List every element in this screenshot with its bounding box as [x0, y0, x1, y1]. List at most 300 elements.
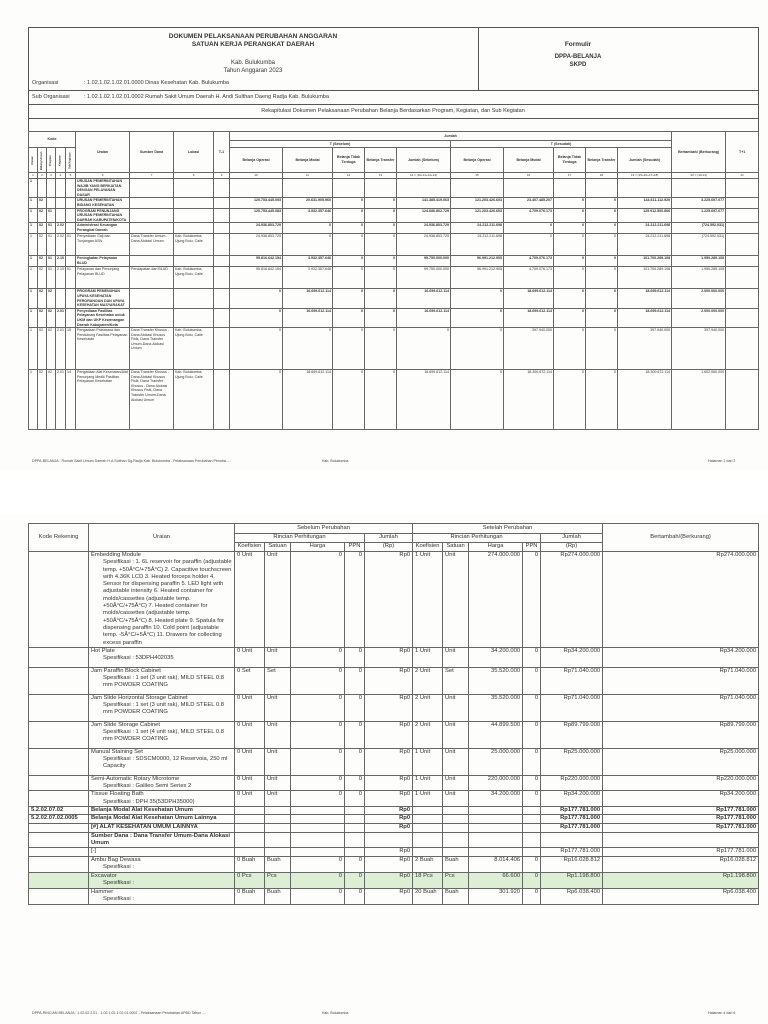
t2-header-rincian-2: Rincian Perhitungan: [413, 534, 541, 543]
t1-kode-cell: 2.01: [56, 370, 66, 430]
t1-header-sesudah: T (Sesudah): [451, 141, 672, 148]
t1-header-t-minus-1: T-1: [214, 132, 230, 173]
t1-value-cell: 0: [554, 223, 586, 234]
t1-value-cell: 0: [365, 208, 397, 223]
t2-s2-cell: Unit: [443, 791, 469, 807]
t1-value-cell: 0: [333, 234, 365, 256]
t2-k1-cell: [235, 823, 265, 832]
t1-kode-cell: 02: [38, 198, 47, 208]
t1-value-cell: 121.203.426.603: [451, 208, 504, 223]
t1-kode-cell: 02: [38, 328, 47, 370]
t1-value-cell: 16.699.612.114: [283, 289, 333, 308]
t1-kode-cell: 1: [29, 370, 38, 430]
t1-value-cell: 0: [333, 370, 365, 430]
t1-lokasi-cell: [174, 198, 214, 208]
t2-j2-cell: [541, 832, 603, 848]
t1-kode-cell: 2.01: [56, 328, 66, 370]
t1-value-cell: 0: [333, 256, 365, 267]
t2-k1-cell: 0 Unit: [235, 721, 265, 748]
t2-p2-cell: 0: [523, 748, 541, 775]
t1-value-cell: 95.816.642.154: [230, 267, 283, 289]
t1-kode-cell: [66, 179, 76, 198]
t2-row: [29, 694, 759, 721]
t2-h2-cell: 44.899.500: [469, 721, 523, 748]
t1-value-cell: 0: [333, 308, 365, 327]
t1-value-cell: 0: [586, 223, 618, 234]
t2-k1-cell: 0 Set: [235, 667, 265, 694]
t2-row: [29, 667, 759, 694]
t2-row: [29, 647, 759, 667]
t1-column-number: 21: [726, 173, 759, 179]
t1-column-number: 3: [47, 173, 56, 179]
t1-value-cell: 101.700.289.108: [618, 256, 672, 267]
formulir-code-2: SKPD: [569, 62, 587, 68]
t2-h1-cell: [291, 832, 345, 848]
t2-p1-cell: [345, 832, 365, 848]
t2-k2-cell: 1 Unit: [413, 647, 443, 667]
t1-value-cell: 0: [365, 256, 397, 267]
t2-header-bertambah: Bertambah/(Berkurang): [603, 524, 759, 552]
t2-kode-cell: [29, 832, 89, 848]
t2-j2-cell: Rp71.040.000: [541, 667, 603, 694]
t2-row: [29, 791, 759, 807]
t1-value-cell: 101.700.289.108: [618, 267, 672, 289]
t1-kode-cell: 01: [47, 267, 56, 289]
t1-value-cell: 0: [283, 223, 333, 234]
t1-value-cell: [504, 179, 554, 198]
page1-footer-left: DPPA-BELANJA : Rumah Sakit Umum Daerah H.A.Sulthan Dg.Radja Kab. Bulukumba - Pelaksanaan Perubahan Penuba.....: [32, 459, 231, 463]
t1-value-cell: [726, 179, 759, 198]
page1-footer-right: Halaman 1 dari 2: [708, 459, 736, 463]
t2-header-rp-2: (Rp): [541, 543, 603, 552]
t1-value-cell: 0: [586, 370, 618, 430]
t2-uraian-cell: [89, 694, 235, 721]
page2-footer-left: DPPA-RINCIAN BELANJA : 1.02.02.2.01 - 1.02.1.02.1.02.01.0002 - Pelaksanaan Perubahan APBD Tahun ....: [32, 1011, 207, 1015]
t1-kode-cell: 01: [47, 208, 56, 223]
t2-k2-cell: 1 Unit: [413, 748, 443, 775]
header-separator-1: [28, 90, 758, 91]
t1-kode-cell: 02: [38, 234, 47, 256]
t2-j1-cell: Rp0: [365, 647, 413, 667]
t1-value-cell: 24.212.211.698: [618, 223, 672, 234]
t2-k1-cell: 0 Unit: [235, 647, 265, 667]
t2-p2-cell: [523, 848, 541, 856]
t2-h2-cell: 301.920: [469, 888, 523, 904]
page2-footer-mid: Kab. Bulukumba: [322, 1011, 349, 1015]
t2-item-name: Excavator: [91, 872, 117, 879]
t2-s1-cell: Set: [265, 667, 291, 694]
t1-value-cell: 120.753.445.083: [230, 208, 283, 223]
t2-p2-cell: 0: [523, 888, 541, 904]
t1-row: [29, 308, 759, 327]
t2-p2-cell: 0: [523, 694, 541, 721]
t1-kode-cell: 1: [29, 256, 38, 267]
t2-k2-cell: [413, 848, 443, 856]
t1-header-sub: Belanja Modal: [504, 148, 554, 173]
t1-value-cell: 1.602.060.000: [672, 370, 726, 430]
t1-value-cell: 16.699.612.114: [283, 370, 333, 430]
t1-value-cell: (724.592.031): [672, 234, 726, 256]
t1-value-cell: 0: [365, 234, 397, 256]
t1-header-kode: Kode: [29, 132, 76, 148]
t2-h1-cell: 0: [291, 721, 345, 748]
t2-s1-cell: [265, 832, 291, 848]
t1-value-cell: 120.753.445.093: [230, 198, 283, 208]
t2-j2-cell: Rp34.200.000: [541, 647, 603, 667]
t2-h2-cell: 220.000.000: [469, 775, 523, 791]
t2-h1-cell: 0: [291, 748, 345, 775]
t2-item-name: Embedding Module: [91, 552, 141, 558]
t1-value-cell: 99.750.000.000: [397, 267, 451, 289]
t2-item-name: Tissue Floating Bath: [91, 791, 144, 798]
t2-row: [29, 552, 759, 648]
t1-value-cell: 0: [365, 370, 397, 430]
t2-item-name: Belanja Modal Alat Kesehatan Umum Lainnya: [91, 815, 217, 822]
t2-k1-cell: 0 Unit: [235, 775, 265, 791]
t2-d-cell: Rp34.200.000: [603, 791, 759, 807]
t1-value-cell: [726, 267, 759, 289]
t1-kode-cell: 15: [66, 328, 76, 370]
t1-kode-cell: 02: [38, 208, 47, 223]
t2-s2-cell: Unit: [443, 647, 469, 667]
t2-d-cell: [603, 832, 759, 848]
header-separator-2: [28, 104, 758, 105]
t2-h1-cell: [291, 823, 345, 832]
t1-t-minus-1-cell: [214, 179, 230, 198]
t1-value-cell: [333, 179, 365, 198]
t2-k2-cell: 2 Unit: [413, 694, 443, 721]
t1-kode-cell: [66, 198, 76, 208]
t2-row: [29, 807, 759, 815]
t1-value-cell: 0: [230, 308, 283, 327]
t1-value-cell: [397, 179, 451, 198]
t1-t-minus-1-cell: [214, 267, 230, 289]
t1-kode-cell: 02: [38, 256, 47, 267]
t1-value-cell: 0: [365, 289, 397, 308]
t1-value-cell: 0: [554, 234, 586, 256]
t1-kode-cell: [66, 256, 76, 267]
document-page-2: [0, 515, 768, 1024]
t1-kode-cell: 1: [29, 328, 38, 370]
t1-column-number: 14 = (10+11+12+13): [397, 173, 451, 179]
t2-kode-cell: [29, 694, 89, 721]
t1-kode-cell: 02: [47, 308, 56, 327]
t1-column-number: 4: [56, 173, 66, 179]
t2-j2-cell: Rp6.038.400: [541, 888, 603, 904]
t2-d-cell: Rp34.200.000: [603, 647, 759, 667]
t2-h1-cell: 0: [291, 694, 345, 721]
t1-kode-cell: 02: [38, 308, 47, 327]
t2-j1-cell: [365, 832, 413, 848]
t2-h2-cell: 25.000.000: [469, 748, 523, 775]
t2-k1-cell: 0 Unit: [235, 694, 265, 721]
t2-header-sebelum: Sebelum Perubahan: [235, 524, 413, 534]
t2-j1-cell: Rp0: [365, 815, 413, 823]
t1-row: [29, 267, 759, 289]
t2-k1-cell: [235, 807, 265, 815]
t1-value-cell: 0: [230, 289, 283, 308]
t1-value-cell: 124.686.802.729: [397, 208, 451, 223]
t2-s1-cell: Unit: [265, 552, 291, 648]
t2-header-rp-1: (Rp): [365, 543, 413, 552]
t1-uraian-cell: PROGRAM PENUNJANG URUSAN PEMERINTAHAN DAERAH KABUPATEN/KOTA: [76, 208, 130, 223]
t1-value-cell: 3.225.697.077: [672, 198, 726, 208]
t2-row: [29, 823, 759, 832]
t2-body: [29, 552, 759, 905]
t1-value-cell: 0: [451, 289, 504, 308]
t1-kode-cell: 1: [29, 223, 38, 234]
t1-value-cell: 18.699.612.114: [618, 289, 672, 308]
t1-value-cell: 0: [586, 234, 618, 256]
t2-p2-cell: [523, 823, 541, 832]
t1-lokasi-cell: [174, 179, 214, 198]
t2-s2-cell: [443, 848, 469, 856]
t1-kode-cell: 1: [29, 234, 38, 256]
t1-t-minus-1-cell: [214, 256, 230, 267]
t1-kode-cell: [66, 208, 76, 223]
t2-j1-cell: Rp0: [365, 552, 413, 648]
t2-header-rincian-1: Rincian Perhitungan: [235, 534, 365, 543]
t1-row: [29, 328, 759, 370]
t1-value-cell: 144.611.112.920: [618, 198, 672, 208]
t2-k2-cell: 2 Unit: [413, 667, 443, 694]
t1-value-cell: 0: [504, 223, 554, 234]
t2-item-name: Ambu Bag Dewasa: [91, 856, 141, 863]
t1-value-cell: 4.709.076.173: [504, 256, 554, 267]
t2-uraian-cell: [89, 888, 235, 904]
t2-p1-cell: 0: [345, 872, 365, 888]
t2-uraian-cell: [89, 552, 235, 648]
t1-kode-cell: [66, 289, 76, 308]
t2-uraian-cell: [89, 823, 235, 832]
t1-column-number: 9: [214, 173, 230, 179]
t1-value-cell: 0: [333, 198, 365, 208]
t1-column-number: 19 = (15+16+17+18): [618, 173, 672, 179]
t1-value-cell: 1.950.289.108: [672, 267, 726, 289]
t1-header-bertambah: Bertambah/ (Berkurang): [672, 132, 726, 173]
sub-organisasi-label: Sub Organisasi: [32, 94, 70, 100]
t2-j2-cell: Rp220.000.000: [541, 775, 603, 791]
t2-uraian-cell: [89, 872, 235, 888]
t2-j1-cell: Rp0: [365, 667, 413, 694]
t1-kode-cell: [47, 179, 56, 198]
t1-sumber-cell: [130, 208, 174, 223]
doc-title-1: DOKUMEN PELAKSANAAN PERUBAHAN ANGGARAN: [168, 33, 338, 40]
t2-row: [29, 748, 759, 775]
t2-k2-cell: 20 Buah: [413, 888, 443, 904]
t2-j1-cell: Rp0: [365, 856, 413, 872]
t2-kode-cell: [29, 823, 89, 832]
t1-value-cell: 397.940.000: [618, 328, 672, 370]
t1-value-cell: [283, 179, 333, 198]
t1-value-cell: 2.000.000.000: [672, 308, 726, 327]
t2-item-spec: Spesifikasi : 1 set (3 unit rak), MILD STEEL 0.8 mm POWDER COATING: [103, 675, 224, 689]
t2-k2-cell: 2 Buah: [413, 856, 443, 872]
t1-kode-cell: 02: [38, 289, 47, 308]
t2-k1-cell: 0 Unit: [235, 748, 265, 775]
t2-s2-cell: Unit: [443, 775, 469, 791]
t1-header-sub: Belanja Transfer: [586, 148, 618, 173]
page1-footer-mid: Kab. Bulukumba: [322, 459, 349, 463]
organisasi-label: Organisasi: [32, 80, 59, 86]
t2-p2-cell: [523, 832, 541, 848]
t2-h2-cell: 35.520.000: [469, 667, 523, 694]
t1-value-cell: 16.699.612.114: [397, 308, 451, 327]
t2-j2-cell: Rp34.200.000: [541, 791, 603, 807]
t2-item-name: Jam Paraffin Block Cabinet: [91, 667, 161, 674]
t1-kode-cell: 02: [38, 223, 47, 234]
t1-value-cell: 0: [365, 223, 397, 234]
t1-value-cell: 0: [554, 208, 586, 223]
t2-header-harga-2: Harga: [469, 543, 523, 552]
t1-value-cell: [586, 179, 618, 198]
t2-p1-cell: 0: [345, 791, 365, 807]
t1-value-cell: 18.300.672.114: [618, 370, 672, 430]
t1-column-number: 7: [130, 173, 174, 179]
t2-d-cell: Rp220.000.000: [603, 775, 759, 791]
t2-item-name: Manual Staining Set: [91, 748, 143, 755]
t1-uraian-cell: Pengadaan Alat Kesehatan/Alat Penunjang Medik Fasilitas Pelayanan Kesehatan: [76, 370, 130, 430]
t1-kode-cell: 2.10: [56, 256, 66, 267]
t2-row: [29, 856, 759, 872]
t1-value-cell: 20.631.905.960: [283, 198, 333, 208]
t2-k1-cell: [235, 832, 265, 848]
t2-p1-cell: [345, 823, 365, 832]
t2-d-cell: Rp274.000.000: [603, 552, 759, 648]
t1-value-cell: 96.991.212.905: [451, 267, 504, 289]
t1-kode-cell: 01: [47, 256, 56, 267]
t1-value-cell: 16.699.612.114: [283, 308, 333, 327]
t1-value-cell: [726, 208, 759, 223]
t2-item-spec: Spesifikasi :: [103, 895, 134, 902]
t1-sumber-cell: [130, 198, 174, 208]
t1-lokasi-cell: [174, 256, 214, 267]
t2-header-satuan-1: Satuan: [265, 543, 291, 552]
t1-value-cell: 125.912.500.806: [618, 208, 672, 223]
t1-value-cell: [554, 179, 586, 198]
t2-d-cell: Rp25.000.000: [603, 748, 759, 775]
t2-uraian-cell: [89, 848, 235, 856]
t1-header-jumlah: Jumlah: [230, 132, 672, 141]
t2-item-spec: Spesifikasi : 1. 6L reservoir for paraffin (adjustable temp. +50Â°C/+75Â°C) 2. Capacitive touchscreen with 4.36K LCD 3. Heated forceps holder 4. Sensor for dispensing paraffin 5. LED light with adjustable intensity 6. Heated container for molds/cassettes (adjustable temp. +50Â°C/+75Â°C) 7. Heated container for molds/cassettes (adjustable temp. +50Â°C/+75Â°C) 8. Heated plate 9. Spatula for dispensing paraffin 10. Cold point (adjustable temp. -5Â°C/+5Â°C) 11. Drawers for collecting excess paraffin: [103, 559, 232, 646]
t2-j1-cell: Rp0: [365, 888, 413, 904]
t2-h1-cell: 0: [291, 552, 345, 648]
t1-kode-cell: 2.01: [56, 308, 66, 327]
t2-p1-cell: [345, 848, 365, 856]
t2-j1-cell: Rp0: [365, 748, 413, 775]
t1-column-number: 8: [174, 173, 214, 179]
t1-value-cell: 18.699.612.114: [504, 289, 554, 308]
t2-h2-cell: [469, 807, 523, 815]
t2-kode-cell: [29, 552, 89, 648]
t2-item-name: Jam Slide Storage Cabinet: [91, 721, 160, 728]
t1-sumber-cell: [130, 308, 174, 327]
t1-sumber-cell: Dana Transfer Umum-Dana Alokasi Umum: [130, 234, 174, 256]
t1-value-cell: 0: [451, 308, 504, 327]
organisasi-value: : 1.02.1.02.1.02.01.0000 Dinas Kesehatan Kab. Bulukumba: [84, 80, 229, 86]
t2-header-koefisien-2: Koefisien: [413, 543, 443, 552]
t2-j2-cell: Rp16.028.812: [541, 856, 603, 872]
t1-value-cell: [726, 198, 759, 208]
t2-j2-cell: Rp177.781.000: [541, 815, 603, 823]
t1-lokasi-cell: [174, 208, 214, 223]
t1-value-cell: 0: [586, 289, 618, 308]
t2-item-spec: Spesifikasi : SDSCM0000, 12 Reservoia, 250 ml Capacity: [103, 756, 228, 770]
t1-value-cell: 0: [554, 370, 586, 430]
t1-value-cell: 0: [586, 308, 618, 327]
formulir-label: Formulir: [564, 41, 592, 48]
t1-kode-cell: [56, 289, 66, 308]
t1-kode-cell: [66, 308, 76, 327]
t1-header-kode-urusan: Urusan: [29, 148, 38, 173]
t2-h2-cell: 34.200.000: [469, 647, 523, 667]
t2-h1-cell: [291, 848, 345, 856]
t2-s2-cell: Unit: [443, 694, 469, 721]
t2-p2-cell: 0: [523, 856, 541, 872]
t1-kode-cell: 1: [29, 179, 38, 198]
t2-k1-cell: [235, 815, 265, 823]
t2-row: [29, 815, 759, 823]
t1-lokasi-cell: [174, 308, 214, 327]
t2-h1-cell: [291, 807, 345, 815]
t2-k2-cell: 1 Unit: [413, 775, 443, 791]
t1-value-cell: 18.699.612.114: [504, 308, 554, 327]
t1-uraian-cell: Pelayanan dan Penunjang Pelayanan BLUD: [76, 267, 130, 289]
t1-value-cell: [451, 179, 504, 198]
t2-d-cell: Rp16.028.812: [603, 856, 759, 872]
t1-column-number: 13: [365, 173, 397, 179]
t1-uraian-cell: URUSAN PEMERINTAHAN WAJIB YANG BERKAITAN DENGAN PELAYANAN DASAR: [76, 179, 130, 198]
t1-column-number: 2: [38, 173, 47, 179]
t1-value-cell: [618, 179, 672, 198]
t1-kode-cell: 2.02: [56, 223, 66, 234]
t2-row: [29, 848, 759, 856]
t1-t-minus-1-cell: [214, 208, 230, 223]
t2-kode-cell: [29, 667, 89, 694]
t2-s2-cell: Unit: [443, 552, 469, 648]
t2-item-spec: Spesifikasi :: [103, 863, 134, 870]
t2-p1-cell: 0: [345, 888, 365, 904]
t1-kode-cell: 14: [66, 370, 76, 430]
t1-column-number: 17: [554, 173, 586, 179]
t2-h2-cell: [469, 823, 523, 832]
t2-uraian-cell: [89, 748, 235, 775]
t2-d-cell: Rp177.781.000: [603, 815, 759, 823]
t2-p2-cell: 0: [523, 775, 541, 791]
t2-item-spec: Spesifikasi : 1 set (3 unit rak), MILD STEEL 0.8 mm POWDER COATING: [103, 702, 224, 716]
t2-d-cell: Rp71.040.000: [603, 694, 759, 721]
t1-kode-cell: 02: [47, 328, 56, 370]
t1-value-cell: [726, 370, 759, 430]
t2-s2-cell: [443, 823, 469, 832]
t1-kode-cell: [56, 198, 66, 208]
t1-value-cell: 0: [283, 234, 333, 256]
t2-p2-cell: 0: [523, 647, 541, 667]
t2-p1-cell: 0: [345, 856, 365, 872]
sub-organisasi-value: : 1.02.1.02.1.02.01.0002 Rumah Sakit Umum Daerah H. Andi Sulthan Daeng Radja Kab. Bulukumba: [84, 94, 329, 100]
t1-uraian-cell: Penyediaan Gaji dan Tunjangan ASN: [76, 234, 130, 256]
t1-row: [29, 179, 759, 198]
page2-footer-right: Halaman 4 dari 6: [708, 1011, 736, 1015]
t2-j2-cell: Rp177.781.000: [541, 848, 603, 856]
t2-kode-cell: 5.2.02.07.02.0005: [29, 815, 89, 823]
t1-kode-cell: 1: [29, 198, 38, 208]
t1-value-cell: [230, 179, 283, 198]
rekap-separator: [28, 118, 758, 119]
t2-s1-cell: Buah: [265, 888, 291, 904]
t1-column-number: 18: [586, 173, 618, 179]
t1-value-cell: 0: [586, 267, 618, 289]
